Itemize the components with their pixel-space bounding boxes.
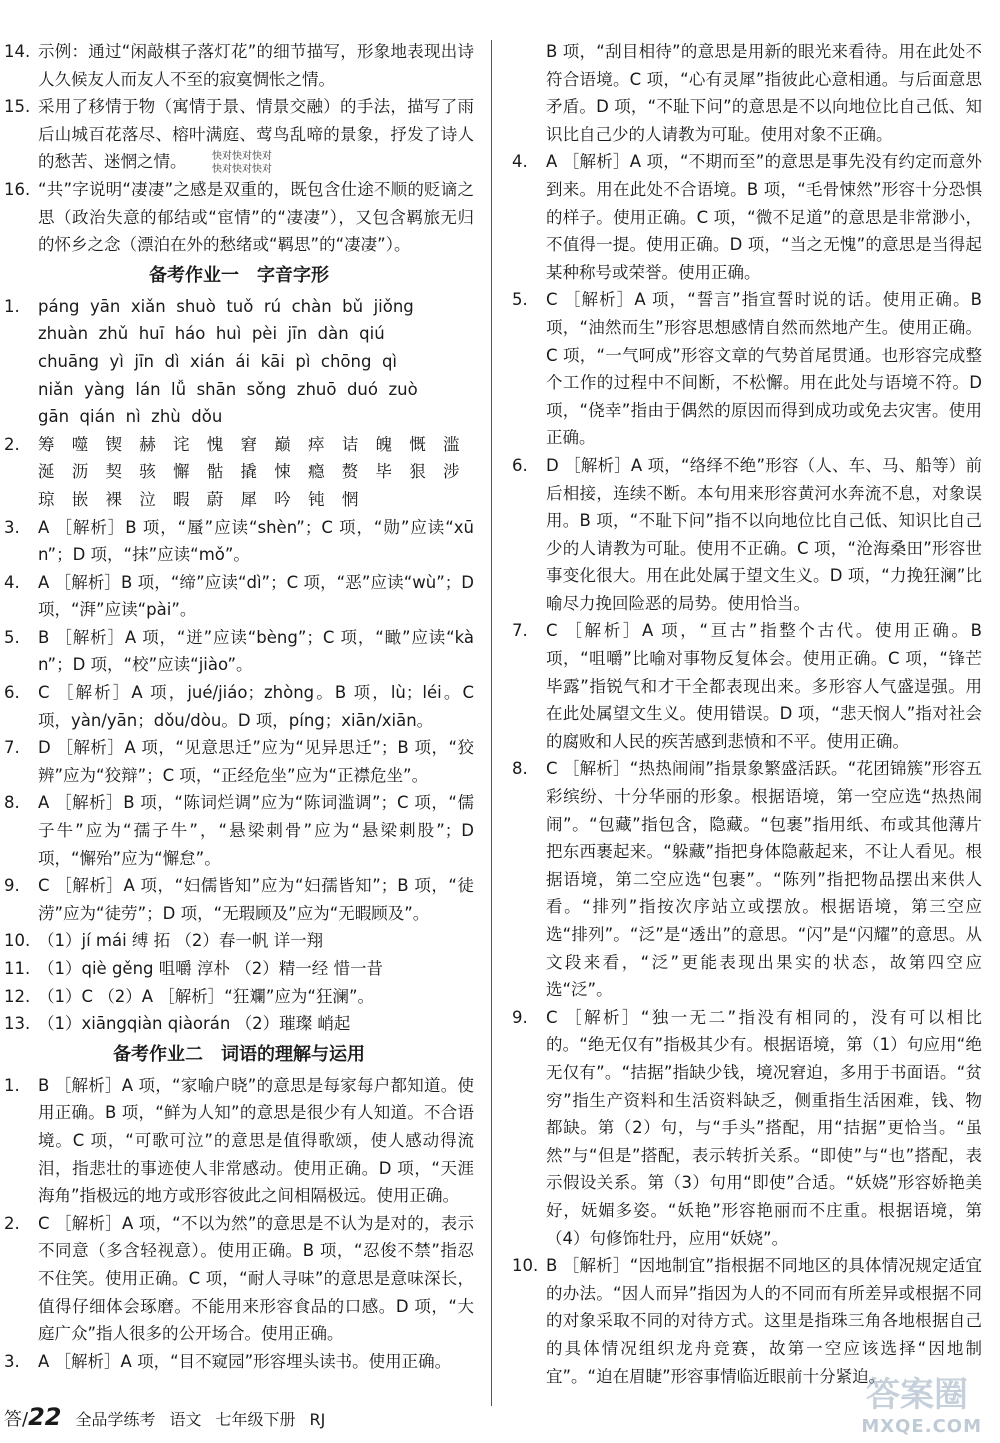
answer-item — [512, 755, 982, 1003]
answer-item — [4, 569, 480, 624]
pinyin-line: chuāng yì jīn dì xián ái kāi pì chōng qì — [38, 351, 398, 371]
answer-item — [512, 286, 988, 452]
character-line: 涎 沥 契 骇 懈 骷 撬 悚 瘾 赘 毕 狠 涉 — [38, 462, 466, 482]
question-number: 1. — [4, 296, 20, 316]
answer-item — [4, 624, 474, 679]
character-line: 筹 噬 锲 赫 诧 愧 窘 巅 瘁 诘 魄 慨 滥 — [38, 434, 466, 454]
question-number: 14. — [4, 42, 31, 61]
section-heading: 备考作业一 字音字形 — [149, 264, 329, 286]
question-number: 9. — [512, 1007, 528, 1027]
answer-item — [4, 514, 474, 569]
answer-item — [512, 1004, 982, 1252]
answer-text: （1）C （2）A ［解析］“狂斕”应为“狂澜”。 — [38, 986, 374, 1006]
left-column — [4, 38, 480, 1375]
pinyin-line: páng yān xiǎn shuò tuǒ rú chàn bǔ jiǒng — [38, 296, 414, 316]
answer-text: D ［解析］A 项，“见意思迁”应为“见异思迁”；B 项，“狡辨”应为“狡辩”；C 项，“正经危坐”应为“正襟危坐”。 — [38, 738, 474, 785]
answer-item — [4, 789, 480, 872]
question-number: 8. — [512, 759, 528, 779]
answer-item — [4, 1010, 474, 1038]
character-line: 琼 嵌 裸 泣 暇 蔚 犀 吟 钝 惘 — [38, 489, 365, 509]
answer-continuation: B 项，“刮目相待”的意思是用新的眼光来看待。用在此处不符合语境。C 项，“心有灵犀”指彼此心意相通。与后面意思矛盾。D 项，“不耻下问”的意思是不以向地位比自己低、知识比自己少的人请教为可耻。使用对象不正确。 — [546, 42, 982, 144]
question-number: 5. — [512, 290, 528, 310]
question-number: 2. — [4, 1213, 20, 1233]
answer-text: C ［解析］A 项，“亘古”指整个古代。使用正确。B 项，“咀嚼”比喻对事物反复体会。使用正确。C 项，“锋芒毕露”指锐气和才干全都表现出来。多形容人气盛逞强。用在此处属望文生义。使用错误。D 项，“悲天悯人”指对社会的腐败和人民的疾苦感到悲愤和不平。使用正确。 — [546, 621, 988, 751]
question-number: 1. — [4, 1075, 20, 1095]
answer-text: （1）xiāngqiàn qiàorán （2）璀璨 峭起 — [38, 1014, 351, 1034]
book-title: 全品学练考 — [75, 1410, 156, 1429]
site-watermark — [832, 1367, 982, 1437]
answer-text: D ［解析］A 项，“络绎不绝”形容（人、车、马、船等）前后相接，连续不断。本句用来形容黄河水奔流不息，对象误用。B 项，“不耻下问”指不以向地位比自己低、知识比自己少的人请教为可耻。使用不正确。C 项，“沧海桑田”形容世事变化很大。用在此处属于望文生义。D 项，“力挽狂澜”比喻尽力挽回险恶的局势。使用恰当。 — [546, 455, 982, 613]
answer-text: A ［解析］B 项，“缔”应读“dì”；C 项，“恶”应读“wù”；D 项，“湃”应读“pài”。 — [38, 572, 480, 620]
grade-label: 七年级下册 — [215, 1410, 296, 1429]
question-number: 3. — [4, 517, 20, 537]
question-number: 15. — [4, 97, 31, 117]
answer-text: A ［解析］A 项，“目不窥园”形容埋头读书。使用正确。 — [38, 1351, 452, 1371]
answer-item — [4, 1210, 474, 1348]
footer-prefix: 答/ — [4, 1409, 29, 1430]
question-number: 6. — [4, 683, 20, 703]
answer-item — [512, 452, 982, 618]
page-footer — [4, 1403, 339, 1435]
column-divider — [491, 40, 492, 1406]
page-number: 22 — [28, 1403, 62, 1431]
question-number: 8. — [4, 793, 20, 813]
question-number: 4. — [4, 572, 20, 592]
pinyin-line: niǎn yàng lán lǚ shān sǒng zhuō duó zuò — [38, 379, 418, 399]
answer-item — [4, 927, 474, 955]
question-number: 10. — [4, 931, 31, 951]
answer-item — [512, 148, 982, 286]
question-number: 4. — [512, 152, 528, 172]
answer-text: A ［解析］B 项，“蜃”应读“shèn”；C 项，“勋”应读“xūn”；D 项，“抹”应读“mǒ”。 — [38, 517, 474, 565]
question-number: 5. — [4, 627, 20, 647]
answer-text: （1）qiè gěng 咀嚼 淳朴 （2）精一经 惜一昔 — [38, 959, 383, 978]
answer-item — [4, 38, 474, 93]
answer-text: B ［解析］A 项，“迸”应读“bèng”；C 项，“瞰”应读“kàn”；D 项，“校”应读“jiào”。 — [38, 627, 474, 675]
pinyin-answer — [4, 293, 474, 431]
answer-text: B ［解析］“因地制宜”指根据不同地区的具体情况规定适宜的办法。“因人而异”指因为人的不同而有所差异或根据不同的对象采取不同的对待方式。这里是指珠三角各地根据自己的具体情况组织龙舟竞赛，故第一空应该选择“因地制宜”。“迫在眉睫”形容事情临近眼前十分紧迫。 — [546, 1256, 982, 1386]
answer-item — [4, 983, 474, 1011]
pinyin-line: gān qián nì zhù dǒu — [38, 407, 223, 427]
answer-item — [4, 955, 474, 983]
handwritten-note — [212, 150, 272, 176]
edition-label: RJ — [309, 1410, 326, 1429]
answer-text: A ［解析］A 项，“不期而至”的意思是事先没有约定而意外到来。用在此处不合语境。B 项，“毛骨悚然”形容十分恐惧的样子。使用正确。C 项，“微不足道”的意思是非常渺小，不值得一提。使用正确。D 项，“当之无愧”的意思是当得起某种称号或荣誉。使用正确。 — [546, 152, 982, 282]
question-number: 2. — [4, 434, 20, 454]
answer-text: C ［解析］“独一无二”指没有相同的，没有可以相比的。“绝无仅有”指极其少有。根据语境，第（1）句应用“绝无仅有”。“拮据”指缺少钱，境况窘迫，多用于书面语。“贫穷”指生产资料和生活资料缺乏，侧重指生活困难，钱、物都缺。第（2）句，与“手头”搭配，用“拮据”更恰当。“虽然”与“但是”搭配，表示转折关系。“即使”与“也”搭配，表示假设关系。第（3）句用“即使”合适。“妖娆”形容娇艳美好，妩媚多姿。“妖艳”形容艳丽而不庄重。根据语境，第（4）句修饰牡丹，应用“妖娆”。 — [546, 1007, 982, 1248]
subject-label: 语文 — [169, 1410, 202, 1429]
answer-text: C ［解析］“热热闹闹”指景象繁盛活跃。“花团锦簇”形容五彩缤纷、十分华丽的形象。根据语境，第一空应选“热热闹闹”。“包藏”指包含，隐藏。“包裹”指用纸、布或其他薄片把东西裹起来。“躲藏”指把身体隐蔽起来，不让人看见。根据语境，第二空应选“包裹”。“陈列”指把物品摆出来供人看。“排列”指按次序站立或摆放。根据语境，第三空应选“排列”。“泛”是“透出”的意思。“闪”是“闪耀”的意思。从文段来看，“泛”更能表现出果实的状态，故第四空应选“泛”。 — [546, 759, 982, 1000]
answer-text: “共”字说明“凄凄”之感是双重的，既包含仕途不顺的贬谪之思（政治失意的郁结或“宦情”的“凄凄”），又包含羁旅无归的怀乡之念（漂泊在外的愁绪或“羁思”的“凄凄”）。 — [38, 179, 474, 255]
watermark-site: MXQE.COM — [861, 1416, 982, 1437]
answer-item — [4, 734, 474, 789]
answer-text: （1）jí mái 缚 拓 （2）春一帆 详一翔 — [38, 931, 324, 951]
character-answer — [4, 431, 474, 514]
answer-item — [4, 1348, 474, 1376]
question-number: 10. — [512, 1256, 539, 1276]
answer-text: B ［解析］A 项，“家喻户晓”的意思是每家每户都知道。使用正确。B 项，“鲜为人知”的意思是很少有人知道。不合语境。C 项，“可歌可泣”的意思是值得歌颂，使人感动得流泪，指悲壮的事迹使人非常感动。使用正确。D 项，“天涯海角”指极远的地方或形容彼此之间相隔极远。使用正确。 — [38, 1075, 474, 1206]
answer-item — [512, 617, 988, 755]
answer-text: C ［解析］A 项，“不以为然”的意思是不认为是对的，表示不同意（多含轻视意）。使用正确。B 项，“忍俊不禁”指忍不住笑。使用正确。C 项，“耐人寻味”的意思是意味深长，值得仔细体会琢磨。不能用来形容食品的口感。D 项，“大庭广众”指人很多的公开场合。使用正确。 — [38, 1213, 474, 1344]
answer-text: C ［解析］A 项，jué/jiáo；zhòng。B 项，lù；léi。C 项，yàn/yān；dǒu/dòu。D 项，píng；xiān/xiān。 — [38, 683, 480, 730]
answer-item — [4, 679, 480, 734]
question-number: 7. — [512, 621, 528, 641]
pinyin-line: zhuàn zhǔ huī háo huì pèi jīn dàn qiú — [38, 324, 385, 344]
answer-text: C ［解析］A 项，“誓言”指宣誓时说的话。使用正确。B 项，“油然而生”形容思想感情自然而然地产生。使用正确。C 项，“一气呵成”形容文章的气势首尾贯通。也形容完成整个工作的过程中不间断，不松懈。用在此处与语境不符。D 项，“侥幸”指由于偶然的原因而得到成功或免去灾害。使用正确。 — [546, 290, 988, 448]
answer-text: C ［解析］A 项，“妇儒皆知”应为“妇孺皆知”；B 项，“徒涝”应为“徒劳”；D 项，“无瑕顾及”应为“无暇顾及”。 — [38, 876, 474, 923]
question-number: 11. — [4, 959, 31, 978]
question-number: 6. — [512, 455, 528, 475]
right-column — [512, 38, 988, 1390]
answer-item — [4, 1072, 474, 1210]
answer-item — [4, 176, 474, 259]
handwritten-line: 快对快对快对 — [212, 151, 272, 162]
answer-text: A ［解析］B 项，“陈词烂调”应为“陈词滥调”；C 项，“儒子牛”应为“孺子牛”，“悬梁刺骨”应为“悬梁刺股”；D 项，“懈殆”应为“懈怠”。 — [38, 793, 480, 868]
question-number: 16. — [4, 179, 31, 199]
watermark-logo: 答案圈 — [866, 1375, 968, 1415]
answer-text: 采用了移情于物（寓情于景、情景交融）的手法，描写了雨后山城百花落尽、榕叶满庭、莺鸟乱啼的景象，抒发了诗人的愁苦、迷惘之情。 — [38, 97, 474, 172]
question-number: 13. — [4, 1014, 31, 1034]
handwritten-line: 快对快对快对 — [212, 164, 272, 175]
question-number: 3. — [4, 1351, 20, 1371]
section-heading: 备考作业二 词语的理解与运用 — [113, 1043, 365, 1065]
question-number: 12. — [4, 986, 31, 1006]
question-number: 7. — [4, 738, 20, 758]
answer-item — [4, 872, 474, 927]
answer-text: 示例：通过“闲敲棋子落灯花”的细节描写，形象地表现出诗人久候友人而友人不至的寂寞惆怅之情。 — [38, 42, 474, 89]
question-number: 9. — [4, 876, 20, 896]
